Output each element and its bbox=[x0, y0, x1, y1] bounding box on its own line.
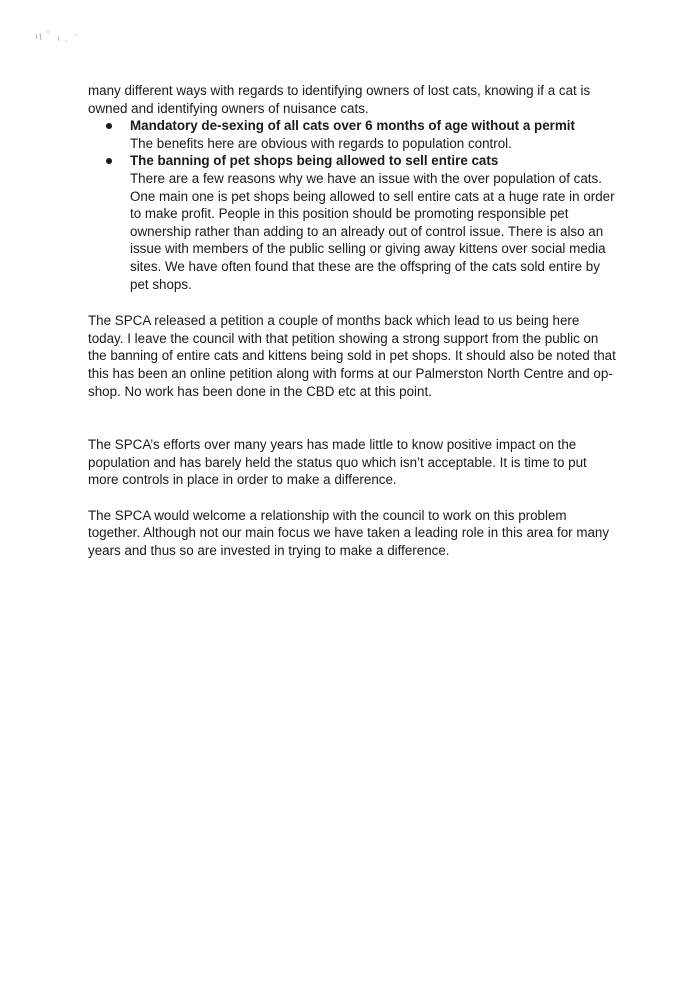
list-item bbox=[88, 152, 618, 293]
paragraph-efforts: The SPCA’s efforts over many years has made little to know positive impact on the population and has barely held the status quo which isn’t acceptable. It is time to put more controls in place in order to make a difference. bbox=[88, 437, 587, 488]
bullet-icon bbox=[106, 123, 112, 129]
paragraph-petition: The SPCA released a petition a couple of months back which lead to us being here today. I leave the council with that petition showing a strong support from the public on the banning of entire cats and kittens being sold in pet shops. It should also be noted that this has been an online petition along with forms at our Palmerston North Centre and op-shop. No work has been done in the CBD etc at this point. bbox=[88, 313, 616, 399]
document-body bbox=[88, 82, 618, 560]
list-item-title: The banning of pet shops being allowed to sell entire cats bbox=[130, 153, 499, 169]
continued-list-text: many different ways with regards to identifying owners of lost cats, knowing if a cat is owned and identifying owners of nuisance cats. bbox=[88, 83, 591, 116]
list-item-body: The benefits here are obvious with regards to population control. bbox=[130, 135, 512, 151]
scan-artifact-mark bbox=[34, 30, 84, 44]
list-item-body: There are a few reasons why we have an issue with the over population of cats. One main one is pet shops being allowed to sell entire cats at a huge rate in order to make profit. People in this position should be promoting responsible pet ownership rather than adding to an already out of control issue. There is also an issue with members of the public selling or giving away kittens over social media sites. We have often found that these are the offspring of the cats sold entire by pet shops. bbox=[130, 170, 615, 292]
list-item bbox=[88, 117, 618, 152]
paragraph-relationship: The SPCA would welcome a relationship with the council to work on this problem together. Although not our main focus we have taken a leading role in this area for many years and thus so are invested in trying to make a difference. bbox=[88, 507, 610, 559]
bullet-icon bbox=[106, 158, 112, 164]
bullet-list bbox=[88, 117, 618, 293]
list-item-title: Mandatory de-sexing of all cats over 6 months of age without a permit bbox=[130, 118, 575, 134]
